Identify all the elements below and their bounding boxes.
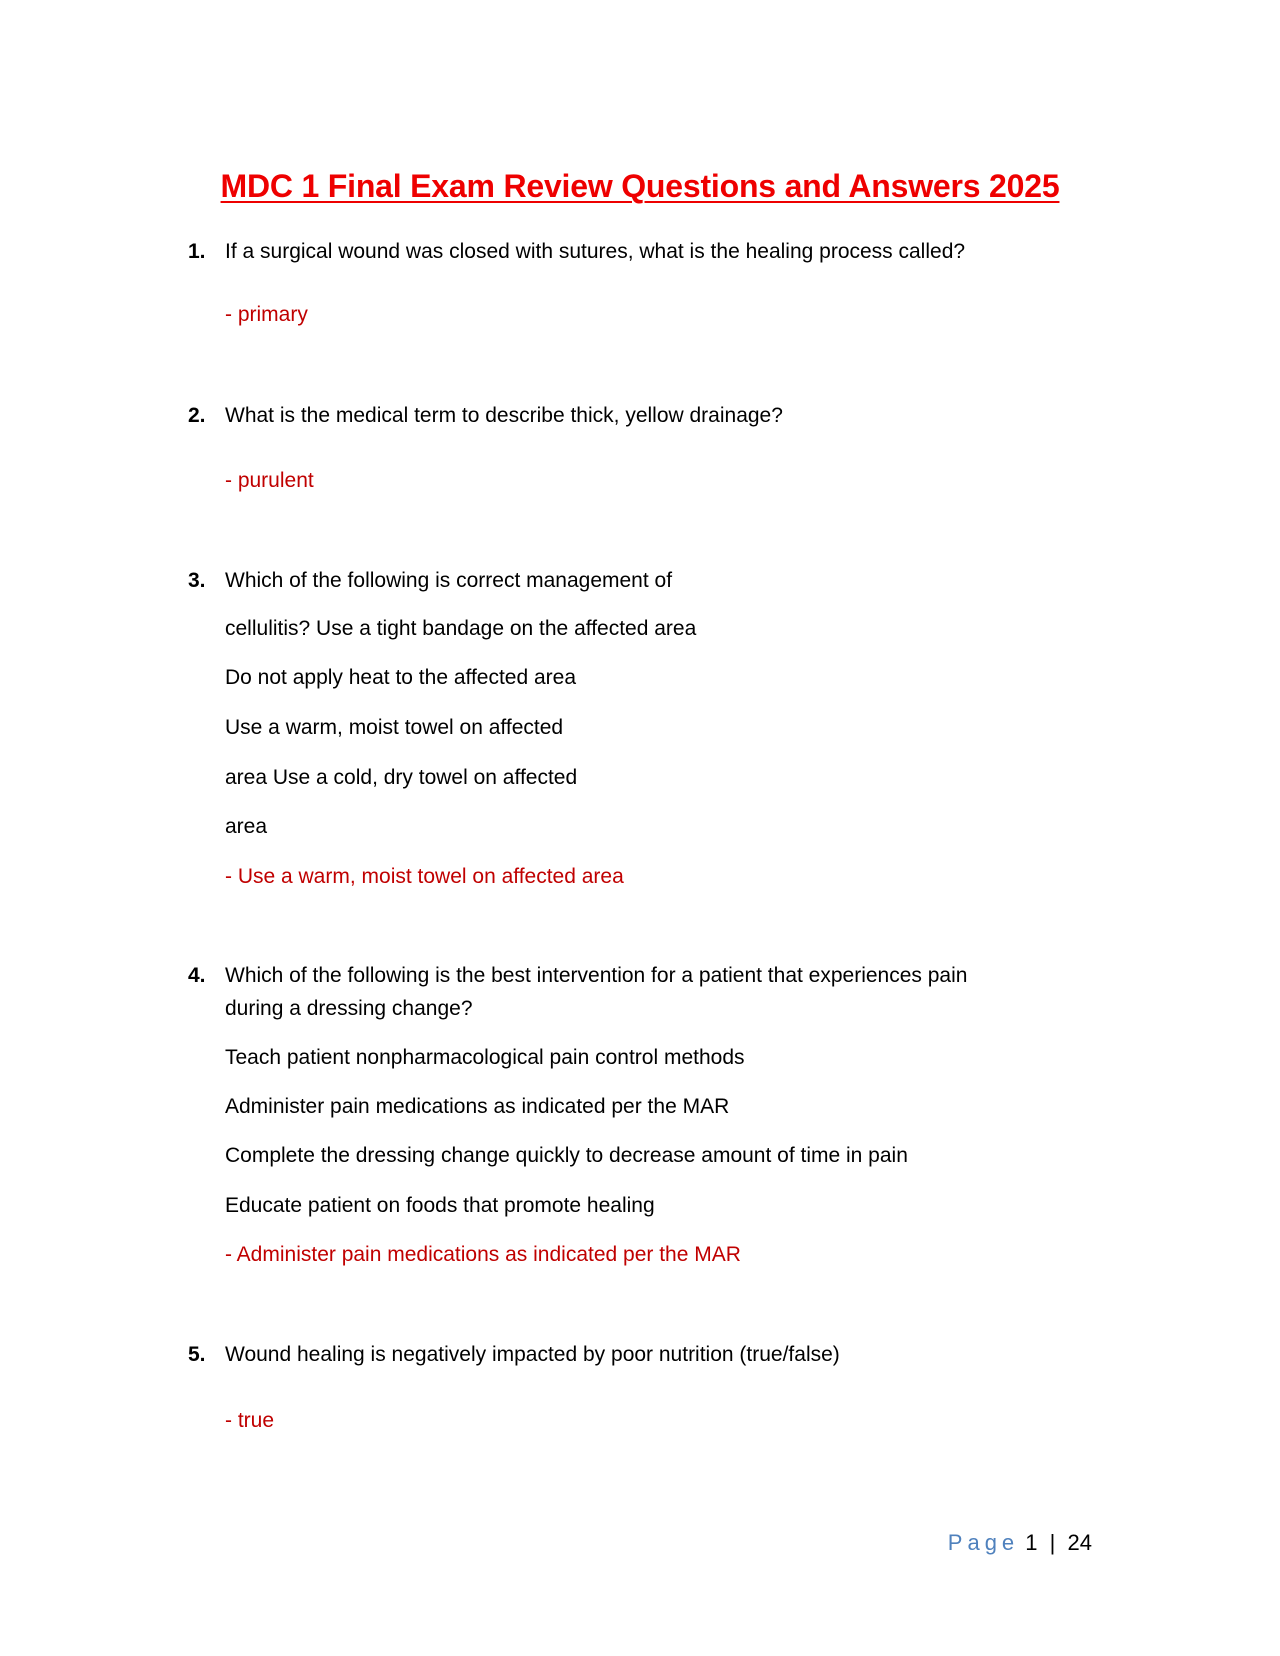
question-text: Wound healing is negatively impacted by poor nutrition (true/false) (225, 1343, 840, 1366)
page-label: Page (947, 1530, 1020, 1555)
question-number: 1. (188, 240, 206, 263)
option-text: Administer pain medications as indicated per the MAR (225, 1095, 730, 1118)
option-text: area Use a cold, dry towel on affected (225, 766, 578, 789)
question-number: 4. (188, 964, 206, 987)
answer-text: - Use a warm, moist towel on affected area (225, 865, 624, 888)
option-text: cellulitis? Use a tight bandage on the affected area (225, 617, 697, 640)
answer-text: - primary (225, 303, 308, 326)
answer-text: - purulent (225, 469, 314, 492)
question-number: 5. (188, 1343, 206, 1366)
question-number: 2. (188, 404, 206, 427)
answer-text: - Administer pain medications as indicated per the MAR (225, 1243, 741, 1266)
option-text: Complete the dressing change quickly to decrease amount of time in pain (225, 1144, 908, 1167)
page-separator: | (1049, 1530, 1056, 1555)
question-text: during a dressing change? (225, 997, 473, 1020)
question-number: 3. (188, 569, 206, 592)
page-number-footer (948, 1528, 1092, 1558)
current-page-number: 1 (1025, 1530, 1038, 1555)
document-title: MDC 1 Final Exam Review Questions and Answers 2025 (220, 168, 1060, 204)
answer-text: - true (225, 1409, 275, 1432)
question-text: Which of the following is correct management of (225, 569, 673, 592)
option-text: Use a warm, moist towel on affected (225, 716, 564, 739)
option-text: Teach patient nonpharmacological pain control methods (225, 1046, 745, 1069)
option-text: Do not apply heat to the affected area (225, 666, 577, 689)
option-text: area (225, 815, 268, 838)
option-text: Educate patient on foods that promote healing (225, 1194, 655, 1217)
question-text: If a surgical wound was closed with sutures, what is the healing process called? (225, 240, 966, 263)
total-pages: 24 (1067, 1530, 1092, 1555)
question-text: Which of the following is the best intervention for a patient that experiences pain (225, 964, 968, 987)
question-text: What is the medical term to describe thick, yellow drainage? (225, 404, 783, 427)
